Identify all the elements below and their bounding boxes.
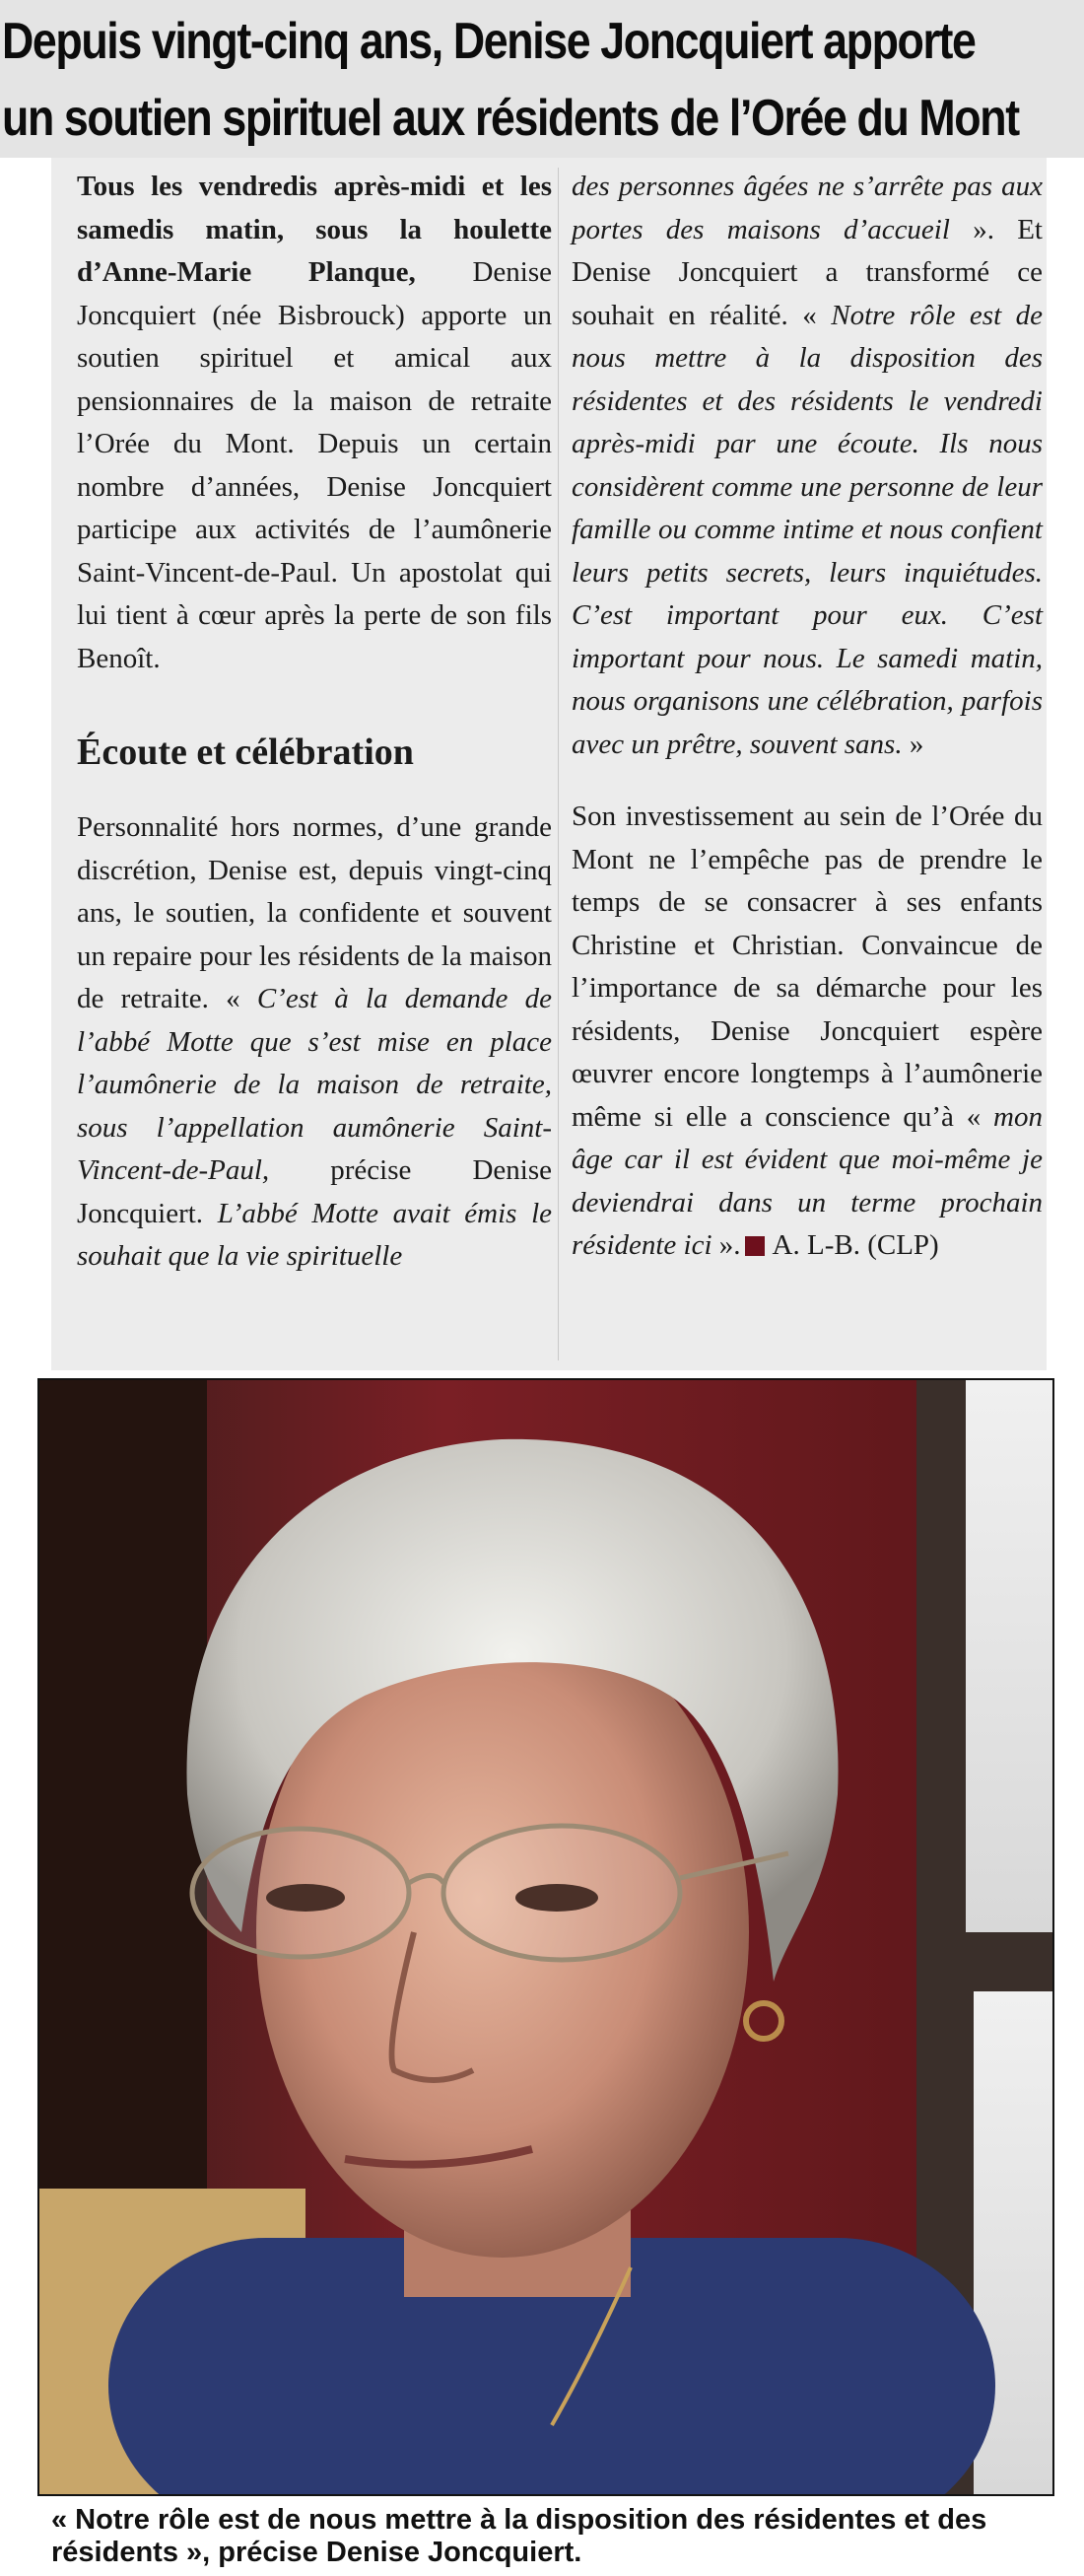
paragraph-2-text-b: précise Denise Joncquiert.: [77, 1154, 552, 1229]
column-divider: [558, 168, 559, 1360]
paragraph-4: [572, 796, 1043, 1268]
paragraph-2-quote-1: C’est à la demande de l’abbé Motte que s’est mise en place l’aumônerie de la maison de retraite, sous l’appellation aumônerie Saint-Vincent-de-Paul,: [77, 983, 552, 1186]
paragraph-3-quote-2: Notre rôle est de nous mettre à la disposition des résidentes et des résidents le vendredi après-midi par une écoute. Ils nous considèrent comme une personne de leur famille ou comme intime et nous confient leurs petits secrets, leurs inquiétudes. C’est important pour eux. C’est important pour nous. Le samedi matin, nous organisons une célébration, parfois avec un prêtre, souvent sans.: [572, 299, 1043, 760]
eye-right: [515, 1884, 598, 1912]
subheading: Écoute et célébration: [77, 731, 414, 773]
paragraph-3-quote-1: des personnes âgées ne s’arrête pas aux portes des maisons d’accueil: [572, 171, 1043, 245]
end-mark-square-icon: [745, 1236, 765, 1256]
article-column-left: [77, 158, 552, 1279]
photo-caption: « Notre rôle est de nous mettre à la disposition des résidentes et des résidents », précise Denise Joncquiert.: [51, 2504, 987, 2568]
lead-text: Tous les vendredis après-midi et les samedis matin, sous la houlette d’Anne-Marie Planque,: [77, 171, 552, 288]
eye-left: [266, 1884, 345, 1912]
article-body: [51, 158, 1047, 1370]
paragraph-2-text-a: Personnalité hors normes, d’une grande discrétion, Denise est, depuis vingt-cinq ans, le soutien, la confidente et souvent un repaire pour les résidents de la maison de retraite. «: [77, 811, 552, 1014]
paragraph-gap: [572, 766, 1043, 796]
headline-line-2: un soutien spirituel aux résidents de l’Orée du Mont: [2, 90, 1019, 147]
lead-paragraph-rest: Denise Joncquiert (née Bisbrouck) apporte un soutien spirituel et amical aux pensionnaires de la maison de retraite l’Orée du Mont. Depuis un certain nombre d’années, Denise Joncquiert participe aux activités de l’aumônerie Saint-Vincent-de-Paul. Un apostolat qui lui tient à cœur après la perte de son fils Benoît.: [77, 256, 552, 674]
paragraph-2: [77, 806, 552, 1279]
article-column-right: [572, 158, 1043, 1268]
portrait-photo: [37, 1378, 1054, 2496]
paragraph-4-text-a: Son investissement au sein de l’Orée du Mont ne l’empêche pas de prendre le temps de se consacrer à ses enfants Christine et Christian. Convaincue de l’importance de sa démarche pour les résidents, Denise Joncquiert espère œuvrer encore longtemps à l’aumônerie même si elle a conscience qu’à «: [572, 801, 1043, 1133]
headline-line-1: Depuis vingt-cinq ans, Denise Joncquiert apporte: [2, 13, 976, 70]
byline-signature: A. L-B. (CLP): [772, 1229, 939, 1261]
paragraph-4-text-b: ».: [711, 1229, 741, 1261]
headline: [0, 0, 1084, 158]
window-pane-top: [966, 1380, 1052, 1932]
portrait-illustration: [39, 1380, 1052, 2494]
paragraph-3-end: »: [902, 728, 924, 760]
paragraph-3: [572, 166, 1043, 766]
paragraph-2-quote-2: L’abbé Motte avait émis le souhait que la vie spirituelle: [77, 1197, 552, 1272]
lead-paragraph: [77, 166, 552, 680]
paragraph-3-text-a: ». Et Denise Joncquiert a transformé ce souhait en réalité. «: [572, 213, 1043, 331]
paragraph-4-quote: mon âge car il est évident que moi-même je deviendrai dans un terme prochain résidente ici: [572, 1100, 1043, 1261]
